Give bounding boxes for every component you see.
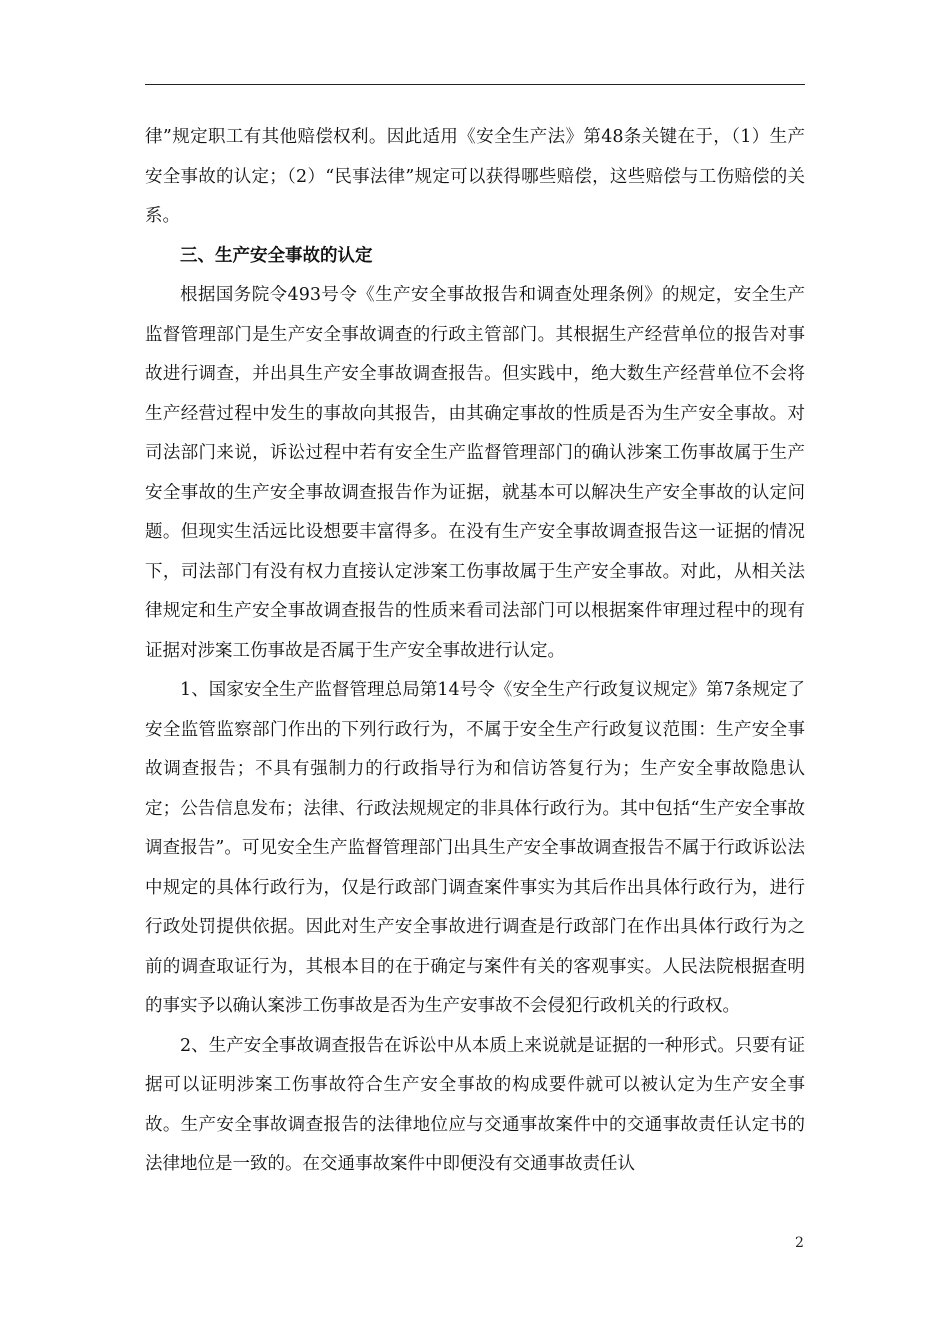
header-rule xyxy=(145,84,805,85)
continuation-paragraph: 律”规定职工有其他赔偿权利。因此适用《安全生产法》第48条关键在于，（1）生产安全事故的认定；（2）“民事法律”规定可以获得哪些赔偿，这些赔偿与工伤赔偿的关系。 xyxy=(145,127,805,226)
page-number: 2 xyxy=(795,1235,804,1251)
body-paragraph: 1、国家安全生产监督管理总局第14号令《安全生产行政复议规定》第7条规定了安全监管监察部门作出的下列行政行为，不属于安全生产行政复议范围：生产安全事故调查报告；不具有强制力的行政指导行为和信访答复行为；生产安全事故隐患认定；公告信息发布；法律、行政法规规定的非具体行政行为。其中包括“生产安全事故调查报告”。可见安全生产监督管理部门出具生产安全事故调查报告不属于行政诉讼法中规定的具体行政行为，仅是行政部门调查案件事实为其后作出具体行政行为，进行行政处罚提供依据。因此对生产安全事故进行调查是行政部门在作出具体行政行为之前的调查取证行为，其根本目的在于确定与案件有关的客观事实。人民法院根据查明的事实予以确认案涉工伤事故是否为生产安事故不会侵犯行政机关的行政权。 xyxy=(145,680,805,1016)
section-heading: 三、生产安全事故的认定 xyxy=(180,245,373,266)
body-paragraph: 根据国务院令493号令《生产安全事故报告和调查处理条例》的规定，安全生产监督管理部门是生产安全事故调查的行政主管部门。其根据生产经营单位的报告对事故进行调查，并出具生产安全事故调查报告。但实践中，绝大数生产经营单位不会将生产经营过程中发生的事故向其报告，由其确定事故的性质是否为生产安全事故。对司法部门来说，诉讼过程中若有安全生产监督管理部门的确认涉案工伤事故属于生产安全事故的生产安全事故调查报告作为证据，就基本可以解决生产安全事故的认定问题。但现实生活远比设想要丰富得多。在没有生产安全事故调查报告这一证据的情况下，司法部门有没有权力直接认定涉案工伤事故属于生产安全事故。对此，从相关法律规定和生产安全事故调查报告的性质来看司法部门可以根据案件审理过程中的现有证据对涉案工伤事故是否属于生产安全事故进行认定。 xyxy=(145,285,805,661)
body-paragraph: 2、生产安全事故调查报告在诉讼中从本质上来说就是证据的一种形式。只要有证据可以证明涉案工伤事故符合生产安全事故的构成要件就可以被认定为生产安全事故。生产安全事故调查报告的法律地位应与交通事故案件中的交通事故责任认定书的法律地位是一致的。在交通事故案件中即便没有交通事故责任认 xyxy=(145,1035,805,1174)
document-body xyxy=(145,118,805,1185)
